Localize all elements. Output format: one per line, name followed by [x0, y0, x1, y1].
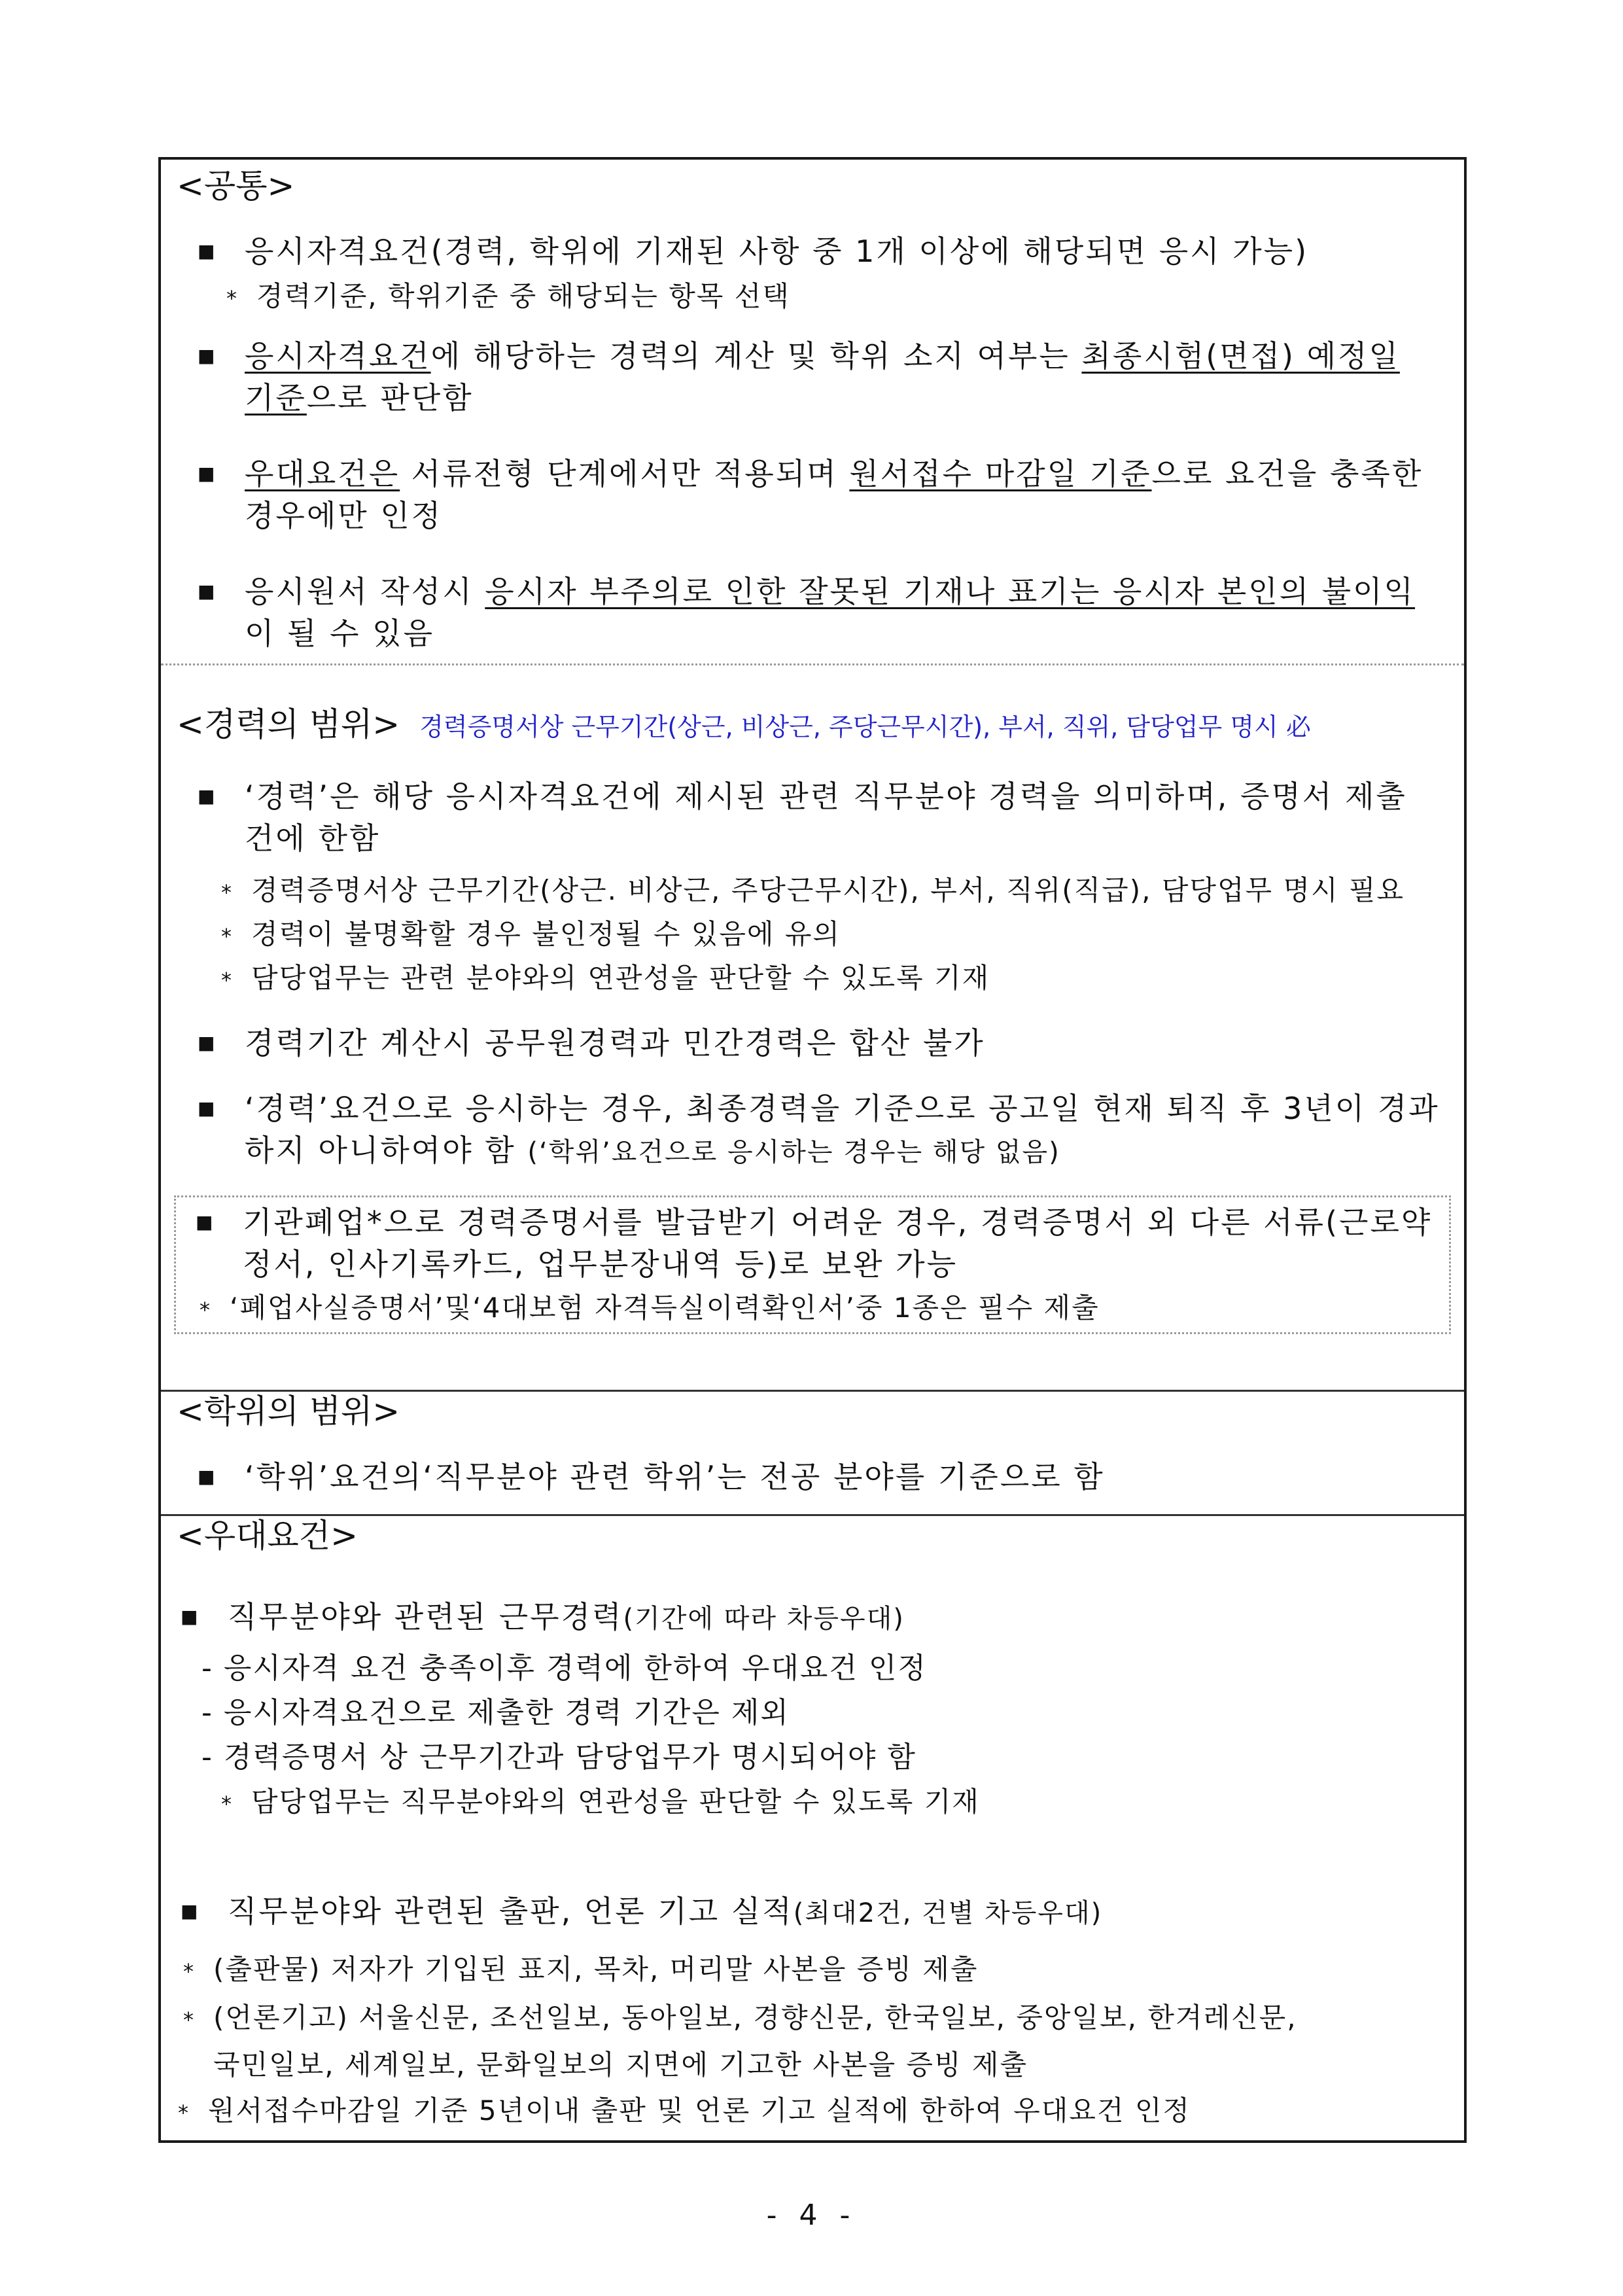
section-common	[161, 160, 1464, 663]
item-text: 응시자격요건에 해당하는 경력의 계산 및 학위 소지 여부는 최종시험(면접) 예정일 기준으로 판단함	[245, 338, 1400, 415]
asterisk-icon: *	[221, 880, 233, 905]
list-item	[198, 775, 1442, 859]
asterisk-icon: *	[183, 1959, 195, 1984]
square-bullet-icon: ■	[198, 580, 217, 602]
square-bullet-icon: ■	[198, 1097, 217, 1119]
section-career	[161, 663, 1464, 1390]
item-text: ‘경력’은 해당 응시자격요건에 제시된 관련 직무분야 경력을 의미하며, 증명서 제출 건에 한함	[245, 779, 1407, 856]
underlined-text: 최종시험(면접) 예정일 기준	[245, 338, 1400, 415]
closure-notice-box	[174, 1195, 1451, 1334]
dash-icon: -	[201, 1651, 213, 1685]
section-degree	[161, 1390, 1464, 1514]
note-line	[221, 872, 1405, 911]
list-item	[198, 1456, 1442, 1498]
square-bullet-icon: ■	[198, 463, 217, 484]
list-item	[198, 335, 1442, 419]
list-item	[181, 1890, 1442, 1934]
list-item	[196, 1201, 1440, 1285]
underlined-text: 우대요건은	[245, 456, 400, 491]
asterisk-icon: *	[221, 968, 233, 993]
list-item	[198, 1022, 1442, 1064]
note-line	[200, 1289, 1100, 1329]
note-line	[221, 915, 841, 955]
list-item	[181, 1596, 1442, 1640]
dash-line: - 경력증명서 상 근무기간과 담당업무가 명시되어야 함	[201, 1740, 916, 1774]
item-text: 직무분야와 관련된 출판, 언론 기고 실적(최대2건, 건별 차등우대)	[228, 1894, 1103, 1929]
section-header: <공통>	[177, 167, 295, 205]
underlined-text: 응시자격요건	[245, 338, 431, 374]
square-bullet-icon: ■	[198, 345, 217, 366]
section-header: <우대요건>	[177, 1517, 358, 1555]
item-text: 기관폐업*으로 경력증명서를 발급받기 어려운 경우, 경력증명서 외 다른 서류(근로약정서, 인사기록카드, 업무분장내역 등)로 보완 가능	[243, 1205, 1433, 1282]
square-bullet-icon: ■	[181, 1606, 200, 1627]
page-number: - 4 -	[766, 2199, 857, 2232]
dash-line: - 응시자격요건으로 제출한 경력 기간은 제외	[201, 1696, 790, 1729]
dash-line: - 응시자격 요건 충족이후 경력에 한하여 우대요건 인정	[201, 1651, 927, 1685]
note-text: 경력이 불명확할 경우 불인정될 수 있음에 유의	[251, 918, 841, 950]
square-bullet-icon: ■	[198, 1466, 217, 1487]
section-header: <경력의 범위> 경력증명서상 근무기간(상근, 비상근, 주당근무시간), 부서, 직위, 담당업무 명시 必	[177, 705, 1311, 743]
note-line	[213, 2046, 1028, 2084]
note-text: ‘폐업사실증명서’및‘4대보험 자격득실이력확인서’중 1종은 필수 제출	[230, 1292, 1100, 1324]
item-small-text: (최대2건, 건별 차등우대)	[793, 1898, 1103, 1928]
asterisk-icon: *	[221, 1792, 233, 1816]
item-text: 응시원서 작성시 응시자 부주의로 인한 잘못된 기재나 표기는 응시자 본인의 불이익이 될 수 있음	[245, 574, 1416, 651]
item-small-text: (기간에 따라 차등우대)	[623, 1604, 905, 1634]
list-item	[198, 1087, 1442, 1173]
note-text: 국민일보, 세계일보, 문화일보의 지면에 기고한 사본을 증빙 제출	[213, 2049, 1028, 2081]
asterisk-icon: *	[178, 2100, 190, 2125]
asterisk-icon: *	[200, 1298, 211, 1322]
note-text: 경력증명서상 근무기간(상근. 비상근, 주당근무시간), 부서, 직위(직급), 담당업무 명시 필요	[251, 874, 1405, 906]
note-line	[183, 1999, 1297, 2039]
note-text: 원서접수마감일 기준 5년이내 출판 및 언론 기고 실적에 한하여 우대요건 인정	[208, 2094, 1191, 2127]
dash-icon: -	[201, 1696, 213, 1729]
asterisk-icon: *	[183, 2007, 195, 2032]
item-text: ‘경력’요건으로 응시하는 경우, 최종경력을 기준으로 공고일 현재 퇴직 후 3년이 경과하지 아니하여야 함 (‘학위’요건으로 응시하는 경우는 해당 없음)	[245, 1091, 1440, 1168]
item-text: 경력기간 계산시 공무원경력과 민간경력은 합산 불가	[245, 1025, 985, 1061]
note-text: (출판물) 저자가 기입된 표지, 목차, 머리말 사본을 증빙 제출	[213, 1953, 979, 1985]
item-text: 응시자격요건(경력, 학위에 기재된 사항 중 1개 이상에 해당되면 응시 가능)	[245, 234, 1309, 269]
note-line	[221, 1783, 980, 1823]
list-item	[198, 453, 1442, 537]
item-small-text: (‘학위’요건으로 응시하는 경우는 해당 없음)	[527, 1137, 1060, 1167]
note-text: 담당업무는 직무분야와의 연관성을 판단할 수 있도록 기재	[251, 1786, 980, 1818]
asterisk-icon: *	[226, 286, 238, 311]
underlined-text: 응시자 부주의로 인한 잘못된 기재나 표기는 응시자 본인의 불이익	[485, 574, 1416, 609]
asterisk-icon: *	[221, 924, 233, 949]
header-note: 경력증명서상 근무기간(상근, 비상근, 주당근무시간), 부서, 직위, 담당업무 명시 必	[419, 713, 1311, 741]
note-text: (언론기고) 서울신문, 조선일보, 동아일보, 경향신문, 한국일보, 중앙일보, 한겨레신문,	[213, 2002, 1297, 2034]
section-header: <학위의 범위>	[177, 1392, 400, 1430]
list-item	[198, 230, 1442, 272]
note-line	[183, 1951, 978, 1990]
section-preference	[161, 1514, 1464, 2140]
note-line	[226, 277, 790, 317]
dash-icon: -	[201, 1740, 213, 1774]
note-text: 경력기준, 학위기준 중 해당되는 항목 선택	[256, 280, 790, 312]
list-item	[198, 571, 1442, 654]
item-text: 우대요건은 서류전형 단계에서만 적용되며 원서접수 마감일 기준으로 요건을 충족한 경우에만 인정	[245, 456, 1423, 533]
note-line	[178, 2092, 1191, 2132]
item-text: ‘학위’요건의‘직무분야 관련 학위’는 전공 분야를 기준으로 함	[245, 1459, 1105, 1494]
underlined-text: 원서접수 마감일 기준	[849, 456, 1152, 491]
square-bullet-icon: ■	[196, 1211, 215, 1233]
note-line	[221, 959, 990, 999]
square-bullet-icon: ■	[181, 1900, 200, 1922]
content-box	[158, 157, 1467, 2143]
item-text: 직무분야와 관련된 근무경력(기간에 따라 차등우대)	[228, 1599, 905, 1634]
note-text: 담당업무는 관련 분야와의 연관성을 판단할 수 있도록 기재	[251, 962, 990, 994]
square-bullet-icon: ■	[198, 1032, 217, 1053]
square-bullet-icon: ■	[198, 240, 217, 262]
square-bullet-icon: ■	[198, 785, 217, 807]
